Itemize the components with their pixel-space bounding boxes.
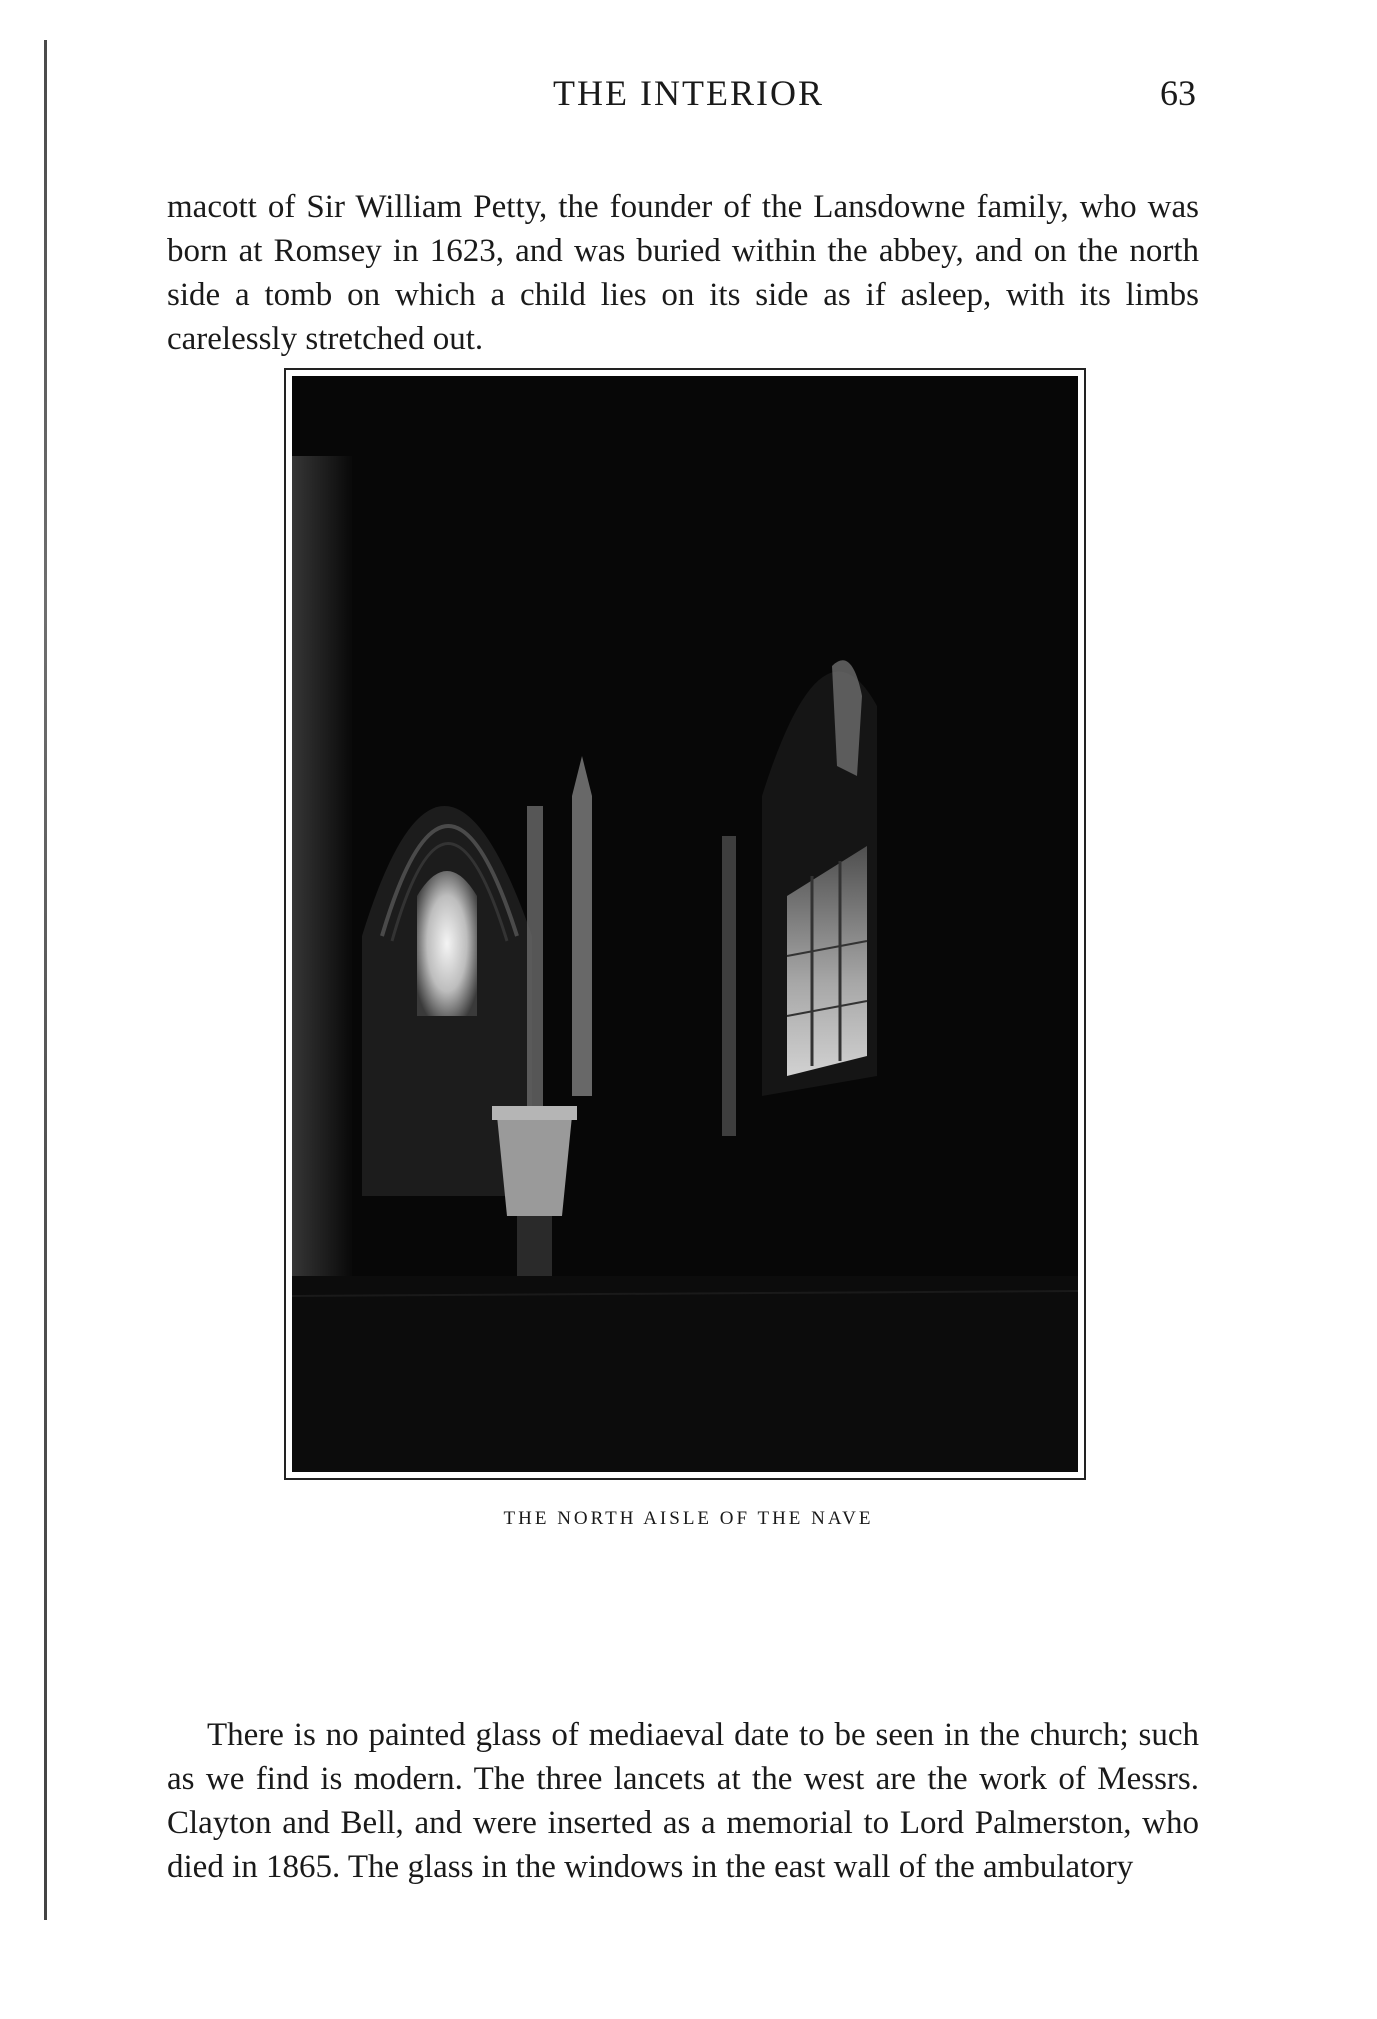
body-paragraph-top: macott of Sir William Petty, the founder of the Lansdowne family, who was born at Romsey in 1623, and was buried within the abbey, and on the north side a tomb on which a child lies on its side as if asleep, with its limbs carelessly stretched out. — [167, 189, 1199, 357]
running-title: THE INTERIOR — [553, 73, 824, 113]
running-head — [0, 72, 1377, 122]
page-number: 63 — [1160, 73, 1196, 113]
plate-caption: THE NORTH AISLE OF THE NAVE — [503, 1508, 874, 1529]
page-binding-edge — [44, 40, 47, 1920]
photo-plate-frame — [284, 368, 1086, 1480]
church-interior-photograph — [292, 376, 1078, 1472]
body-paragraph-bottom: There is no painted glass of mediaeval date to be seen in the church; such as we find is modern. The three lancets at the west are the work of Messrs. Clayton and Bell, and were inserted as a memorial to Lord Palmerston, who died in 1865. The glass in the windows in the east wall of the ambulatory — [167, 1717, 1199, 1885]
